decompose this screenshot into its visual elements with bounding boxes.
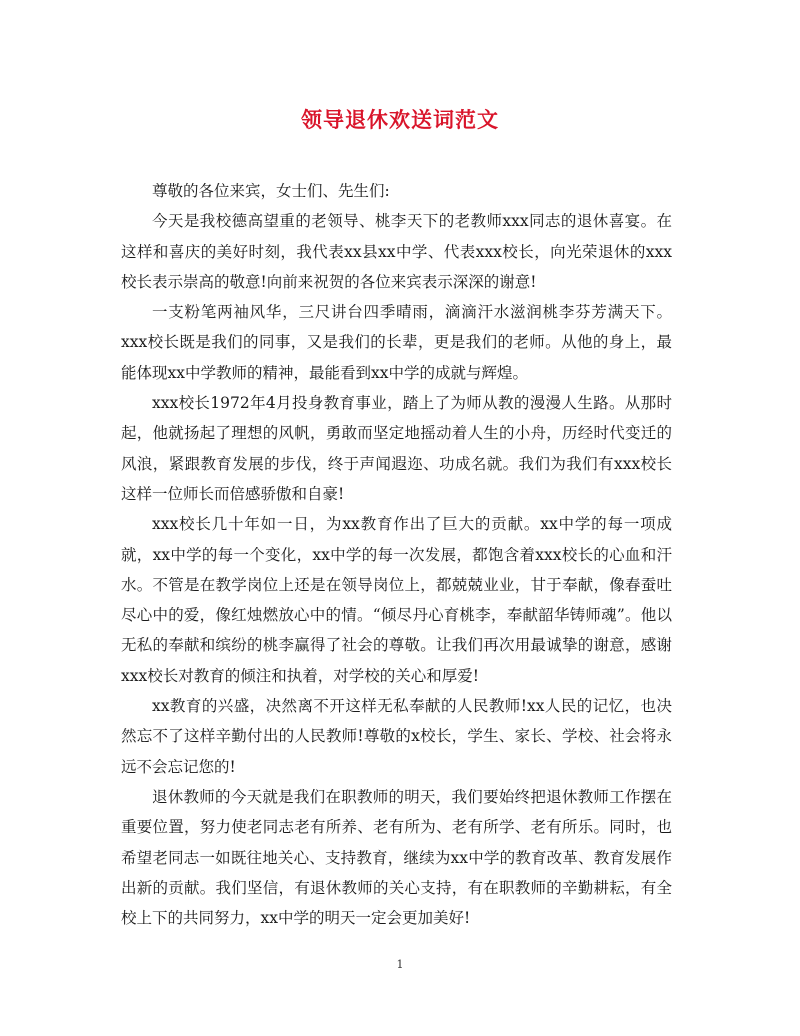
paragraph: xxx校长1972年4月投身教育事业，踏上了为师从教的漫漫人生路。从那时起，他就扬起了理想的风帆，勇敢而坚定地摇动着人生的小舟，历经时代变迁的风浪，紧跟教育发展的步伐，终于声闻遐迩、功成名就。我们为我们有xxx校长这样一位师长而倍感骄傲和自豪!: [121, 394, 672, 503]
paragraph: 今天是我校德高望重的老领导、桃李天下的老教师xxx同志的退休喜宴。在这样和喜庆的美好时刻，我代表xx县xx中学、代表xxx校长，向光荣退休的xxx校长表示崇高的敬意!向前来祝贺的各位来宾表示深深的谢意!: [121, 212, 672, 291]
paragraph-salutation: 尊敬的各位来宾，女士们、先生们:: [152, 182, 390, 200]
document-title: 领导退休欢送词范文: [301, 107, 499, 132]
page-number: 1: [396, 958, 404, 971]
paragraph: xxx校长几十年如一日，为xx教育作出了巨大的贡献。xx中学的每一项成就，xx中学的每一个变化，xx中学的每一次发展，都饱含着xxx校长的心血和汗水。不管是在教学岗位上还是在领导岗位上，都兢兢业业，甘于奉献，像春蚕吐尽心中的爱，像红烛燃放心中的情。“倾尽丹心育桃李，奉献韶华铸师魂”。他以无私的奉献和缤纷的桃李赢得了社会的尊敬。让我们再次用最诚挚的谢意，感谢xxx校长对教育的倾注和执着，对学校的关心和厚爱!: [121, 515, 672, 685]
paragraph: 退休教师的今天就是我们在职教师的明天，我们要始终把退休教师工作摆在重要位置，努力使老同志老有所养、老有所为、老有所学、老有所乐。同时，也希望老同志一如既往地关心、支持教育，继续为xx中学的教育改革、教育发展作出新的贡献。我们坚信，有退休教师的关心支持，有在职教师的辛勤耕耘，有全校上下的共同努力，xx中学的明天一定会更加美好!: [121, 787, 672, 928]
paragraph: xx教育的兴盛，决然离不开这样无私奉献的人民教师!xx人民的记忆，也决然忘不了这样辛勤付出的人民教师!尊敬的x校长，学生、家长、学校、社会将永远不会忘记您的!: [121, 697, 672, 776]
paragraph: 一支粉笔两袖风华，三尺讲台四季晴雨，滴滴汗水滋润桃李芬芳满天下。xxx校长既是我们的同事，又是我们的长辈，更是我们的老师。从他的身上，最能体现xx中学教师的精神，最能看到xx中学的成就与辉煌。: [121, 303, 672, 382]
document-body: [121, 176, 672, 933]
